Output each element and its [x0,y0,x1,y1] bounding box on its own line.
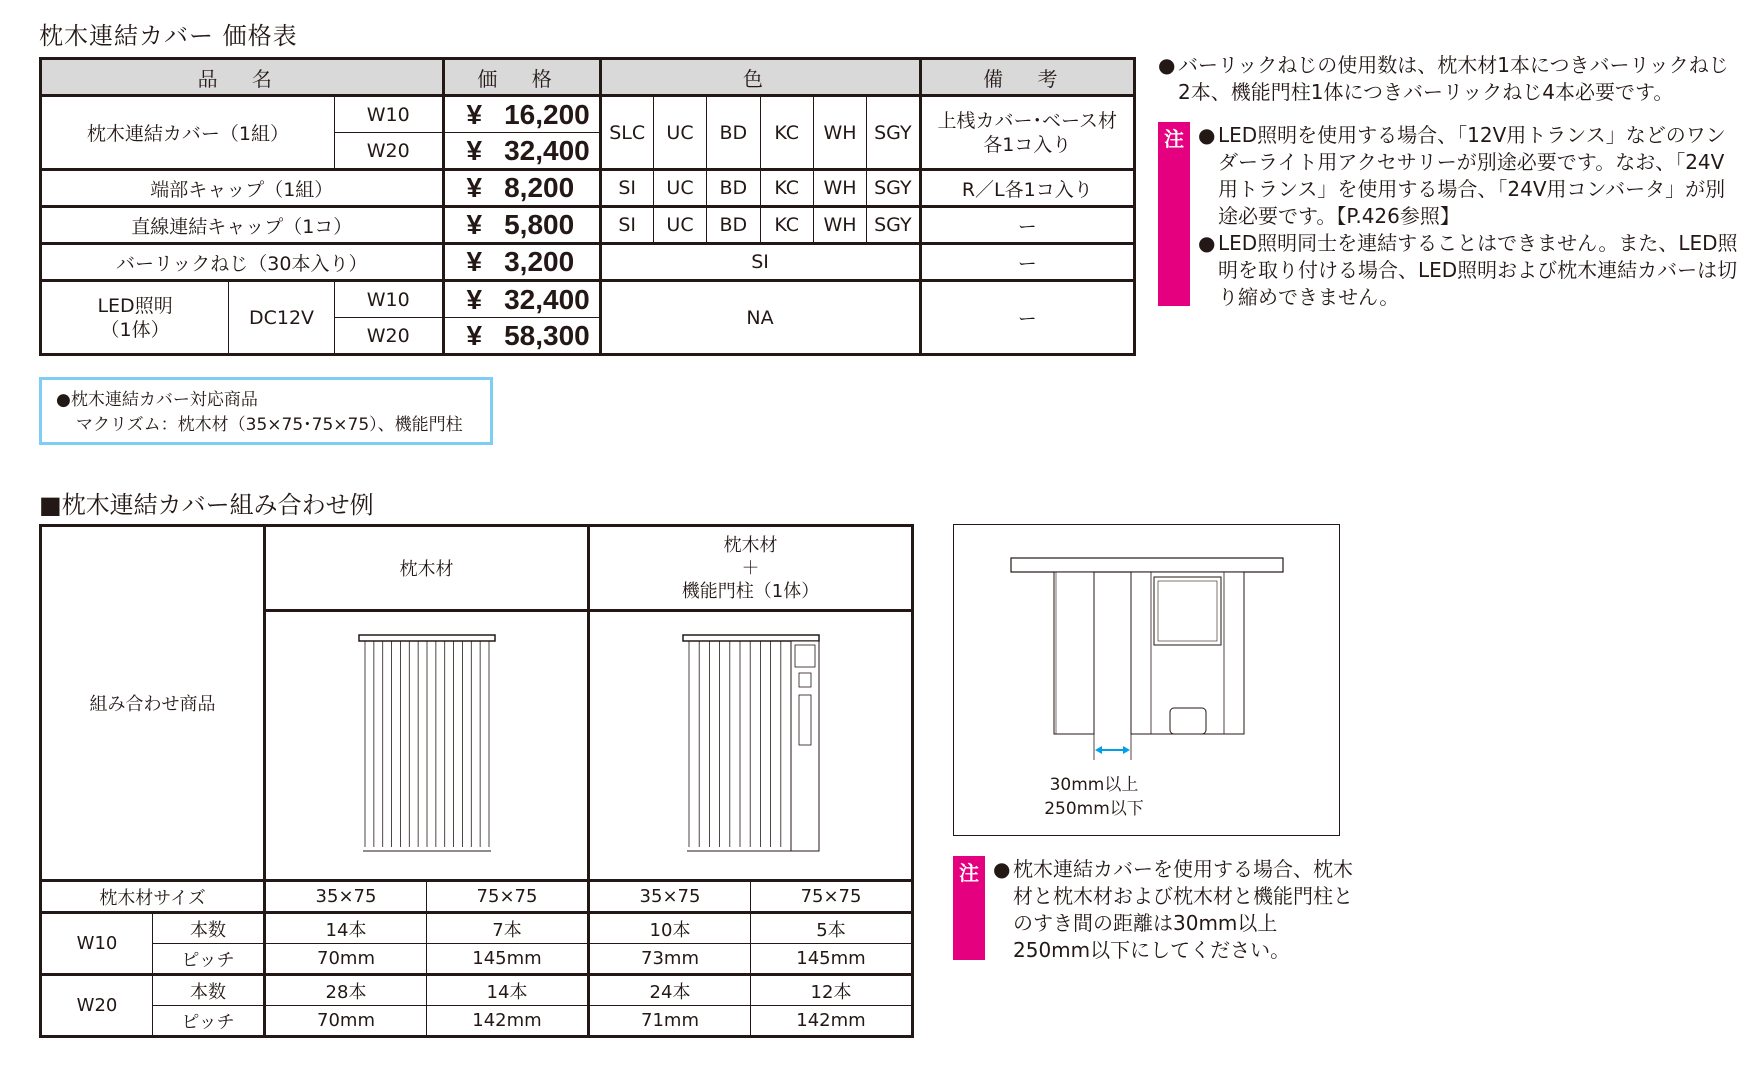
combo-title: ■枕木連結カバー組み合わせ例 [39,491,374,519]
illustration-cell [589,611,913,881]
color-code: UC [653,170,706,207]
price-cell [443,133,600,170]
sleeper-post-illustration [681,633,821,853]
metric-label: 本数 [153,975,265,1006]
header-price: 価 格 [443,59,600,96]
value-cell: 12本 [751,975,913,1006]
bullet: ● [56,390,71,410]
color-code: KC [760,96,813,170]
size-label: W20 [334,133,443,170]
caution-item [993,856,1353,964]
yen-sign: ¥ [466,246,483,277]
caution-block [1158,122,1738,311]
value-cell: 70mm [265,1006,427,1037]
color-code: SLC [600,96,653,170]
product-name: LED照明 （1体） [41,281,229,355]
size-label: W20 [334,318,443,355]
remarks-cell: R／L各1コ入り [920,170,1134,207]
value-cell: 71mm [589,1006,751,1037]
bullet: ● [1198,123,1216,147]
gap-min: 30mm以上 [1049,775,1139,795]
product-name: 端部キャップ（1組） [41,170,444,207]
value-cell: 70mm [265,944,427,975]
size-cell: 75×75 [751,881,913,913]
bullet: ● [1198,231,1216,255]
caution-item [1198,230,1738,311]
group-label: W10 [41,913,153,975]
yen-sign: ¥ [466,172,483,203]
gap-max: 250mm以下 [1044,799,1144,819]
value-cell: 28本 [265,975,427,1006]
col-header-2-line2: ＋ [741,557,760,579]
yen-sign: ¥ [466,98,483,130]
price-cell [443,281,600,318]
remarks-cell: ー [920,244,1134,281]
color-code: BD [707,207,760,244]
col-header-2-line3: 機能門柱（1体） [681,580,820,602]
col-header-1: 枕木材 [265,526,589,611]
gap-diagram [953,524,1340,836]
value-cell: 14本 [265,913,427,944]
price-value: 3,200 [504,246,575,277]
bullet: ● [1158,53,1176,77]
color-code: WH [813,170,866,207]
metric-label: ピッチ [153,944,265,975]
product-name: バーリックねじ（30本入り） [41,244,444,281]
size-cell: 75×75 [427,881,589,913]
caution-item [1198,122,1738,230]
yen-sign: ¥ [466,134,483,166]
price-value: 32,400 [504,283,590,315]
price-cell [443,244,600,281]
price-cell [443,207,600,244]
voltage-label: DC12V [229,281,335,355]
size-cell: 35×75 [589,881,751,913]
caution-label: 注 [953,856,985,960]
value-cell: 145mm [751,944,913,975]
notes-top [1158,52,1738,106]
caution-block-2 [953,856,1353,964]
remarks-cell: ー [920,281,1134,355]
price-cell [443,318,600,355]
price-value: 5,800 [504,209,575,240]
product-name: 枕木連結カバー（1組） [41,96,335,170]
note-item [1158,52,1738,106]
price-value: 58,300 [504,319,590,351]
size-cell: 35×75 [265,881,427,913]
value-cell: 142mm [427,1006,589,1037]
color-all: SI [600,244,920,281]
price-value: 32,400 [504,134,590,166]
note-text: バーリックねじの使用数は、枕木材1本につきバーリックねじ2本、機能門柱1体につきバーリックねじ4本必要です。 [1178,53,1729,104]
caution-text: LED照明同士を連結することはできません。また、LED照明を取り付ける場合、LED照明および枕木連結カバーは切り縮めできません。 [1218,231,1738,309]
price-table [39,57,1136,356]
price-value: 8,200 [504,172,575,203]
color-code: SI [600,207,653,244]
price-value: 16,200 [504,98,590,130]
color-code: UC [653,207,706,244]
color-code: BD [707,96,760,170]
remarks-cell: 上桟カバー･ベース材 各1コ入り [920,96,1134,170]
header-name: 品 名 [41,59,444,96]
value-cell: 73mm [589,944,751,975]
price-cell [443,170,600,207]
remarks-cell: ー [920,207,1134,244]
yen-sign: ¥ [466,209,483,240]
color-code: WH [813,96,866,170]
compat-box [39,377,493,445]
combo-table [39,524,914,1038]
color-code: SGY [867,170,920,207]
size-label: W10 [334,281,443,318]
value-cell: 145mm [427,944,589,975]
color-code: SGY [867,207,920,244]
bullet: ● [993,857,1011,881]
color-code: KC [760,207,813,244]
value-cell: 7本 [427,913,589,944]
col-header-2-line1: 枕木材 [723,534,778,556]
value-cell: 10本 [589,913,751,944]
size-label: W10 [334,96,443,133]
price-table-title: 枕木連結カバー 価格表 [39,22,298,50]
size-label: 枕木材サイズ [41,881,265,913]
metric-label: ピッチ [153,1006,265,1037]
price-cell [443,96,600,133]
illustration-cell [265,611,589,881]
compat-body: マクリズム：枕木材（35×75･75×75）、機能門柱 [76,415,463,435]
group-label: W20 [41,975,153,1037]
caution-text: 枕木連結カバーを使用する場合、枕木材と枕木材および枕木材と機能門柱とのすき間の距離は30mm以上250mm以下にしてください。 [1013,857,1353,962]
metric-label: 本数 [153,913,265,944]
color-all: NA [600,281,920,355]
product-name: 直線連結キャップ（1コ） [41,207,444,244]
caution-text: LED照明を使用する場合、「12V用トランス」などのワンダーライト用アクセサリーが別途必要です。なお、「24V用トランス」を使用する場合、「24V用コンバータ」が別途必要です。【P.426参照】 [1218,123,1726,228]
yen-sign: ¥ [466,319,483,351]
compat-heading: 枕木連結カバー対応商品 [70,390,258,410]
gap-label [954,773,1234,821]
color-code: SGY [867,96,920,170]
value-cell: 142mm [751,1006,913,1037]
caution-label: 注 [1158,122,1190,306]
color-code: SI [600,170,653,207]
color-code: WH [813,207,866,244]
value-cell: 14本 [427,975,589,1006]
header-color: 色 [600,59,920,96]
sleeper-fence-illustration [357,633,497,853]
value-cell: 24本 [589,975,751,1006]
header-remarks: 備 考 [920,59,1134,96]
color-code: BD [707,170,760,207]
row-label: 組み合わせ商品 [41,526,265,881]
col-header-2 [589,526,913,611]
color-code: UC [653,96,706,170]
value-cell: 5本 [751,913,913,944]
yen-sign: ¥ [466,283,483,315]
color-code: KC [760,170,813,207]
